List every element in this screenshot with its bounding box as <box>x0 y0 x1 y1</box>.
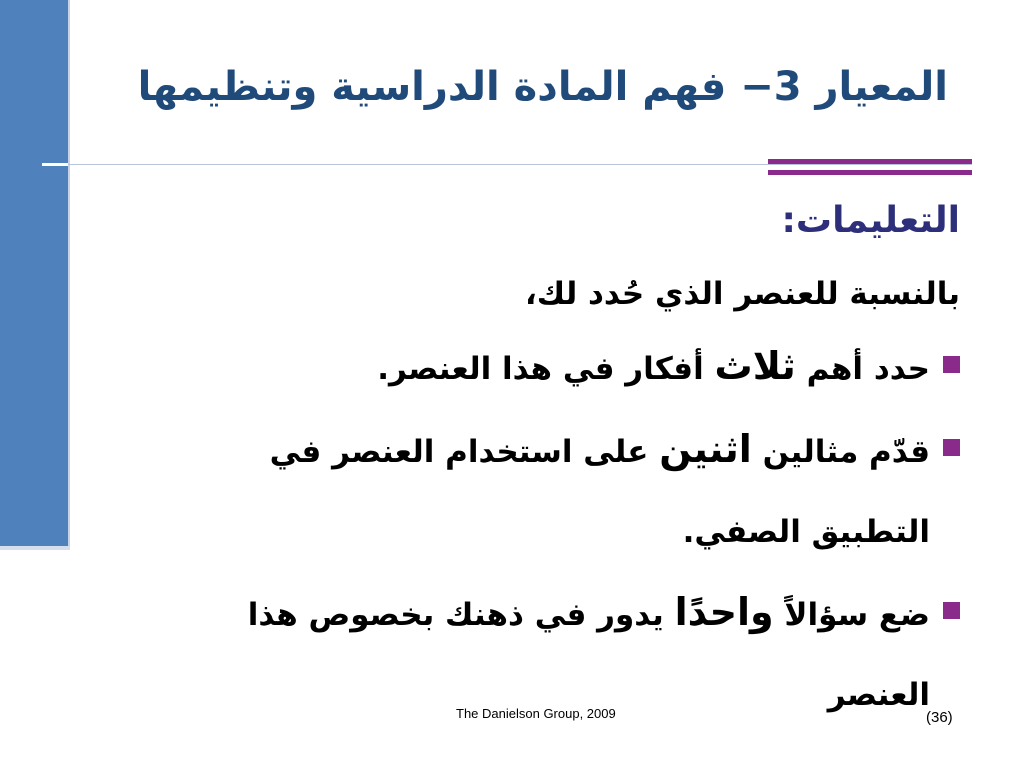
bullet-text-end: على استخدام العنصر في التطبيق الصفي. <box>269 434 930 550</box>
intro-line: بالنسبة للعنصر الذي حُدد لك، <box>524 276 960 312</box>
square-bullet-icon <box>943 439 960 456</box>
footer-credit: The Danielson Group, 2009 <box>456 706 616 721</box>
title-divider <box>42 164 972 165</box>
list-item <box>150 409 960 572</box>
slide-title: المعيار 3− فهم المادة الدراسية وتنظيمها <box>137 64 948 110</box>
page-number: (36) <box>926 709 953 726</box>
left-accent-bar <box>0 0 68 546</box>
accent-rule-top <box>768 159 972 164</box>
slide-body <box>160 190 960 735</box>
bullet-text-start: قدّم مثالين <box>751 434 930 470</box>
accent-rule-bottom <box>768 170 972 175</box>
bullet-emphasis: اثنين <box>659 427 752 471</box>
list-item <box>160 326 960 409</box>
bullet-text-end: أفكار في هذا العنصر. <box>377 351 715 387</box>
bullet-text-end: يدور في ذهنك بخصوص هذا العنصر <box>247 597 930 713</box>
square-bullet-icon <box>943 602 960 619</box>
left-accent-bar-bottom-shadow <box>0 546 70 550</box>
square-bullet-icon <box>943 356 960 373</box>
left-accent-bar-shadow <box>68 0 70 546</box>
bullet-text-start: حدد أهم <box>795 351 930 387</box>
instructions-heading: التعليمات: <box>781 200 960 241</box>
instruction-list <box>160 326 960 735</box>
bullet-emphasis: واحدًا <box>674 590 774 634</box>
bullet-text-start: ضع سؤالاً <box>773 597 930 633</box>
bullet-emphasis: ثلاث <box>714 344 796 388</box>
title-divider-gap <box>42 163 68 166</box>
